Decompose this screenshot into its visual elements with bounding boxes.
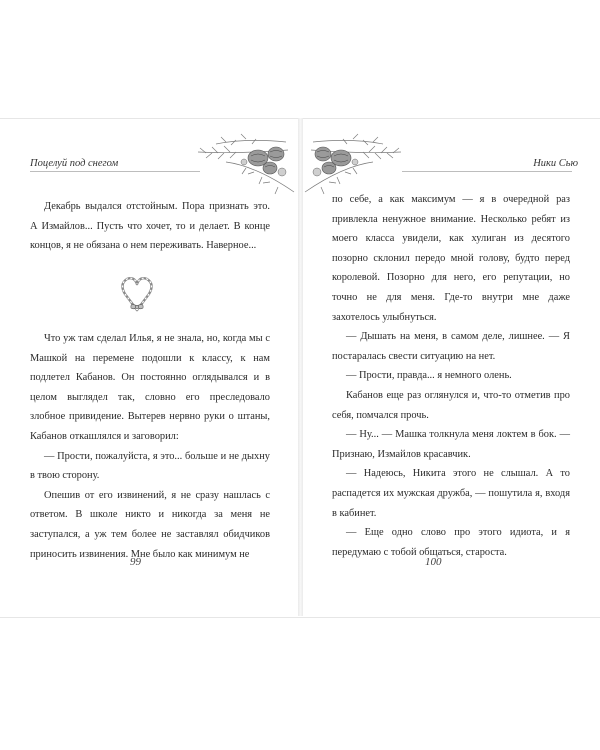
paragraph: Опешив от его извинений, я не сразу нашлась с ответом. В школе никто и никогда за меня не заступался, а уж тем более не заставлял обидчиков приносить извинения. Мне было как минимум не <box>30 489 270 560</box>
candy-cane-heart-ornament <box>117 272 157 316</box>
paragraph: — Еще одно слово про этого идиота, и я передумаю с тобой общаться, староста. <box>332 527 570 558</box>
running-head-right: Ники Сью <box>533 158 578 169</box>
paragraph: — Дышать на меня, в самом деле, лишнее. — Я постаралась свести ситуацию на нет. <box>332 331 570 362</box>
header-rule-right <box>402 171 572 172</box>
left-page-paragraphs-top <box>30 197 270 256</box>
page-number-left: 99 <box>130 556 141 568</box>
paragraph: Декабрь выдался отстойным. Пора признать это. А Измайлов... Пусть что хочет, то и делает. В конце концов, я не обязана о нем переживать. Наверное... <box>30 201 270 252</box>
paragraph: — Прости, правда... я немного олень. <box>346 370 512 382</box>
paragraph: Кабанов еще раз оглянулся и, что-то отметив про себя, помчался прочь. <box>332 389 570 421</box>
right-page-paragraphs <box>332 190 570 562</box>
paragraph: — Надеюсь, Никита этого не слышал. А то распадется их мужская дружба, — пошутила я, входя в кабинет. <box>332 468 570 519</box>
left-page-paragraphs-main <box>30 329 270 564</box>
page-number-right: 100 <box>425 556 442 568</box>
paragraph: по себе, а как максимум — я в очередной раз привлекла ненужное внимание. Несколько ребят из моего класса увидели, как хулиган из десятого позорно склонил передо мной голову, будто перед королевой. Позорно для него, его репутации, но точно не для меня. Где-то внутри мне даже захотелось улыбнуться. <box>332 194 570 323</box>
running-head-left: Поцелуй под снегом <box>30 158 119 169</box>
paragraph: — Ну... — Машка толкнула меня локтем в бок. — Признаю, Измайлов красавчик. <box>332 429 570 460</box>
paragraph: — Прости, пожалуйста, я это... больше и не дыхну в твою сторону. <box>30 450 270 482</box>
paragraph: Что уж там сделал Илья, я не знала, но, когда мы с Машкой на перемене подошли к классу, к нам подлетел Кабанов. Он постоянно оглядывался и в целом выглядел так, словно его преследовало злобное привидение. Вытерев нервно руки о штаны, Кабанов откашлялся и заговорил: <box>30 333 270 442</box>
header-rule-left <box>30 171 200 172</box>
